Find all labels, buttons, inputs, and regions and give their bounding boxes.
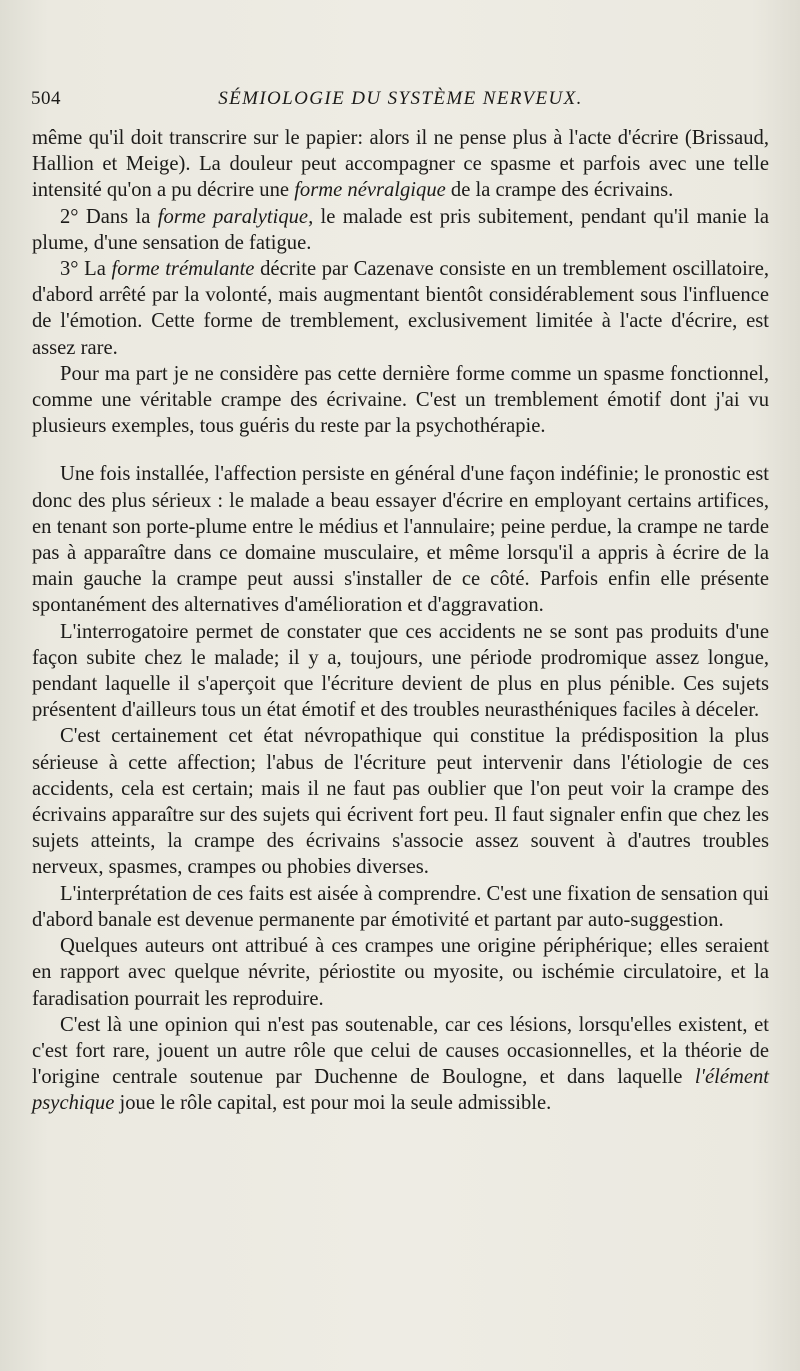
paragraph-7-text: C'est certainement cet état névropathique qui constitue la prédisposition la plus sérieuse à cette affection; l'abus de l'écriture peut intervenir dans l'étiologie de ces accidents, cela est certain; mais il ne faut pas oublier que l'on peut voir la crampe des écrivains apparaître sur des sujets qui écrivent fort peu. Il faut signaler enfin que chez les sujets atteints, la crampe des écrivains s'associe assez souvent à d'autres troubles nerveux, spasmes, crampes ou phobies diverses. bbox=[32, 725, 769, 879]
running-title: SÉMIOLOGIE DU SYSTÈME NERVEUX. bbox=[218, 88, 583, 109]
running-head bbox=[31, 88, 760, 114]
paragraph-2-emphasis: forme paralytique, bbox=[157, 205, 314, 228]
paragraph-3-text-b: décrite par Cazenave consiste en un tremblement oscillatoire, d'abord arrêté par la volonté, mais augmentant bientôt considérablement sous l'influence de l'émotion. Cette forme de tremblement, exclusivement limitée à l'acte d'écrire, est assez rare. bbox=[32, 258, 769, 359]
paragraph-2-text-b: le malade est pris subitement, pendant qu'il manie la plume, d'une sensation de fatigue. bbox=[32, 205, 769, 254]
paragraph-3-text-a: 3° La bbox=[60, 258, 112, 281]
paragraph-1-text-b: de la crampe des écrivains. bbox=[445, 179, 674, 202]
paragraph-2 bbox=[32, 204, 769, 256]
paragraph-10-text-b: joue le rôle capital, est pour moi la seule admissible. bbox=[114, 1092, 552, 1115]
paragraph-8 bbox=[32, 881, 769, 933]
paragraph-3 bbox=[32, 256, 769, 361]
paragraph-5-text: Une fois installée, l'affection persiste en général d'une façon indéfinie; le pronostic est donc des plus sérieux : le malade a beau essayer d'écrire en employant certains artifices, en tenant son porte-plume entre le médius et l'annulaire; peine perdue, la crampe ne tarde pas à apparaître dans ce domaine musculaire, et même lorsqu'il a appris à écrire de la main gauche la crampe peut aussi s'installer de ce côté. Parfois enfin elle présente spontanément des alternatives d'amélioration et d'aggravation. bbox=[32, 463, 769, 617]
paragraph-9-text: Quelques auteurs ont attribué à ces crampes une origine périphérique; elles seraient en rapport avec quelque névrite, périostite ou myosite, ou ischémie circulatoire, et la faradisation pourrait les reproduire. bbox=[32, 935, 769, 1010]
paragraph-10-text-a: C'est là une opinion qui n'est pas soutenable, car ces lésions, lorsqu'elles existent, et c'est fort rare, jouent un autre rôle que celui de causes occasionnelles, et la théorie de l'origine centrale soutenue par Duchenne de Boulogne, et dans laquelle bbox=[32, 1013, 769, 1089]
body-text bbox=[32, 125, 769, 1117]
paragraph-10 bbox=[32, 1012, 769, 1117]
paragraph-4 bbox=[32, 361, 769, 440]
paragraph-4-text: Pour ma part je ne considère pas cette dernière forme comme un spasme fonctionnel, comme une véritable crampe des écrivaine. C'est un tremblement émotif dont j'ai vu plusieurs exemples, tous guéris du reste par la psychothérapie. bbox=[32, 362, 769, 438]
paragraph-5 bbox=[32, 461, 769, 618]
page-number: 504 bbox=[31, 88, 61, 109]
paragraph-1-text-a: même qu'il doit transcrire sur le papier: alors il ne pense plus à l'acte d'écrire (Brissaud, Hallion et Meige). La douleur peut accompagner ce spasme et parfois avec une telle intensité qu'on a pu décrire une bbox=[32, 127, 769, 202]
paragraph-1 bbox=[32, 125, 769, 204]
paragraph-6-text: L'interrogatoire permet de constater que ces accidents ne se sont pas produits d'une façon subite chez le malade; il y a, toujours, une période prodromique assez longue, pendant laquelle il s'aperçoit que l'écriture devient de plus en plus pénible. Ces sujets présentent d'ailleurs tous un état émotif et des troubles neurasthéniques faciles à déceler. bbox=[32, 620, 769, 722]
paragraph-7 bbox=[32, 723, 769, 880]
paragraph-10-emphasis: l'élément psychique bbox=[32, 1066, 769, 1115]
paragraph-1-emphasis: forme névralgique bbox=[294, 179, 446, 202]
paragraph-9 bbox=[32, 933, 769, 1012]
paragraph-8-text: L'interprétation de ces faits est aisée à comprendre. C'est une fixation de sensation qui d'abord banale est devenue permanente par émotivité et partant par auto-suggestion. bbox=[32, 882, 769, 931]
paragraph-6 bbox=[32, 619, 769, 724]
paragraph-2-text-a: 2° Dans la bbox=[60, 205, 158, 228]
paragraph-3-emphasis: forme trémulante bbox=[111, 258, 255, 281]
